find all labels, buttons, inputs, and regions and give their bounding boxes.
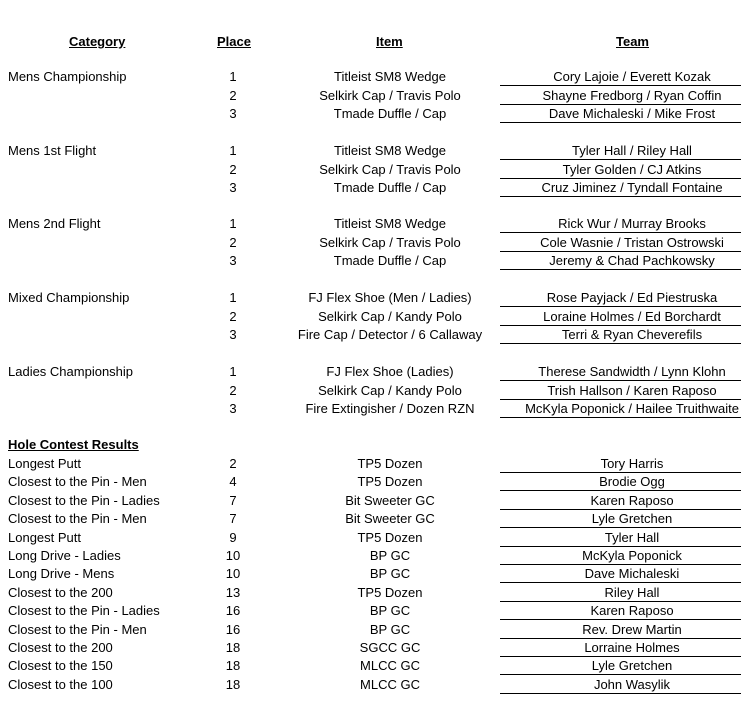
item-cell: TP5 Dozen xyxy=(357,474,423,490)
table-row xyxy=(0,179,741,197)
team-cell: Jeremy & Chad Pachkowsky xyxy=(500,252,741,270)
team-cell: Cole Wasnie / Tristan Ostrowski xyxy=(500,234,741,252)
place-cell: 3 xyxy=(229,253,237,268)
item-cell: SGCC GC xyxy=(359,640,421,655)
item-cell: MLCC GC xyxy=(360,658,420,674)
team-cell: Loraine Holmes / Ed Borchardt xyxy=(500,308,741,326)
table-row xyxy=(0,676,741,694)
winner-cell: Tory Harris xyxy=(500,455,741,473)
header-place: Place xyxy=(217,34,251,49)
item-cell: BP GC xyxy=(369,603,411,619)
place-cell: 2 xyxy=(229,161,237,177)
table-row xyxy=(0,565,741,583)
table-row xyxy=(0,621,741,639)
table-row xyxy=(0,252,741,270)
item-cell: Titleist SM8 Wedge xyxy=(334,143,446,158)
table-row xyxy=(0,363,741,381)
place-cell: 2 xyxy=(229,87,237,103)
table-row xyxy=(0,105,741,123)
item-cell: Fire Extingisher / Dozen RZN xyxy=(305,401,475,416)
team-cell: Tyler Hall / Riley Hall xyxy=(500,142,741,160)
contest-category: Longest Putt xyxy=(8,529,81,545)
winner-cell: Lyle Gretchen xyxy=(500,510,741,528)
team-cell: Rick Wur / Murray Brooks xyxy=(500,215,741,233)
place-cell: 2 xyxy=(229,234,237,250)
header-category: Category xyxy=(69,34,126,49)
place-cell: 2 xyxy=(229,308,237,324)
item-cell: Tmade Duffle / Cap xyxy=(333,253,447,268)
table-row xyxy=(0,473,741,491)
item-cell: FJ Flex Shoe (Men / Ladies) xyxy=(308,290,472,305)
hole-cell: 16 xyxy=(225,621,241,637)
hole-cell: 18 xyxy=(225,640,241,655)
contest-category: Longest Putt xyxy=(8,456,81,471)
table-row xyxy=(0,657,741,675)
team-cell: Rose Payjack / Ed Piestruska xyxy=(500,289,741,307)
contest-category: Closest to the 150 xyxy=(8,658,113,674)
contest-category: Long Drive - Mens xyxy=(8,566,115,582)
category-label: Mens 2nd Flight xyxy=(8,216,101,231)
hole-cell: 7 xyxy=(229,511,237,527)
table-row xyxy=(0,289,741,307)
table-row xyxy=(0,455,741,473)
table-row xyxy=(0,510,741,528)
team-cell: Terri & Ryan Cheverefils xyxy=(500,326,741,344)
place-cell: 3 xyxy=(229,180,237,195)
team-cell: Trish Hallson / Karen Raposo xyxy=(500,382,741,400)
winner-cell: Lyle Gretchen xyxy=(500,657,741,675)
table-row xyxy=(0,602,741,620)
table-row xyxy=(0,400,741,418)
table-row xyxy=(0,142,741,160)
header-team: Team xyxy=(616,34,649,49)
contest-category: Closest to the Pin - Men xyxy=(8,511,147,527)
place-cell: 3 xyxy=(229,327,237,342)
team-cell: McKyla Poponick / Hailee Truithwaite xyxy=(500,400,741,418)
table-row xyxy=(0,547,741,565)
winner-cell: Brodie Ogg xyxy=(500,473,741,491)
place-cell: 2 xyxy=(229,382,237,398)
hole-cell: 10 xyxy=(225,548,241,563)
winner-cell: John Wasylik xyxy=(500,676,741,694)
table-row xyxy=(0,68,741,86)
team-cell: Tyler Golden / CJ Atkins xyxy=(500,161,741,179)
item-cell: Selkirk Cap / Travis Polo xyxy=(319,87,461,103)
hole-cell: 9 xyxy=(229,529,237,545)
contest-category: Closest to the Pin - Men xyxy=(8,474,147,490)
item-cell: MLCC GC xyxy=(360,676,420,692)
category-label: Mens 1st Flight xyxy=(8,143,97,158)
winner-cell: Tyler Hall xyxy=(500,529,741,547)
item-cell: Selkirk Cap / Kandy Polo xyxy=(318,308,462,324)
team-cell: Cory Lajoie / Everett Kozak xyxy=(500,68,741,86)
winner-cell: Karen Raposo xyxy=(500,602,741,620)
winner-cell: Rev. Drew Martin xyxy=(500,621,741,639)
header-item: Item xyxy=(376,34,403,49)
item-cell: Bit Sweeter GC xyxy=(345,511,435,527)
hole-contest-title: Hole Contest Results xyxy=(8,437,139,452)
item-cell: BP GC xyxy=(369,548,411,563)
hole-cell: 18 xyxy=(225,676,241,692)
contest-category: Closest to the Pin - Ladies xyxy=(8,603,160,619)
hole-cell: 7 xyxy=(229,492,237,508)
item-cell: Selkirk Cap / Kandy Polo xyxy=(318,382,462,398)
place-cell: 1 xyxy=(229,69,237,84)
winner-cell: Riley Hall xyxy=(500,584,741,602)
item-cell: Selkirk Cap / Travis Polo xyxy=(319,234,461,250)
item-cell: BP GC xyxy=(369,566,411,582)
item-cell: FJ Flex Shoe (Ladies) xyxy=(326,364,454,379)
table-row xyxy=(0,308,741,326)
place-cell: 3 xyxy=(229,401,237,416)
place-cell: 1 xyxy=(229,364,237,379)
winner-cell: Dave Michaleski xyxy=(500,565,741,583)
table-row xyxy=(0,326,741,344)
item-cell: BP GC xyxy=(369,621,411,637)
item-cell: Tmade Duffle / Cap xyxy=(333,180,447,195)
contest-category: Closest to the Pin - Ladies xyxy=(8,492,160,508)
table-row xyxy=(0,529,741,547)
table-row xyxy=(0,639,741,657)
item-cell: Selkirk Cap / Travis Polo xyxy=(319,161,461,177)
item-cell: Bit Sweeter GC xyxy=(345,492,435,508)
winner-cell: Lorraine Holmes xyxy=(500,639,741,657)
contest-category: Closest to the 100 xyxy=(8,676,113,692)
hole-cell: 16 xyxy=(225,603,241,619)
table-row xyxy=(0,492,741,510)
category-label: Ladies Championship xyxy=(8,364,134,379)
place-cell: 3 xyxy=(229,106,237,121)
category-label: Mixed Championship xyxy=(8,290,130,305)
table-row xyxy=(0,382,741,400)
table-row xyxy=(0,215,741,233)
team-cell: Cruz Jiminez / Tyndall Fontaine xyxy=(500,179,741,197)
hole-cell: 10 xyxy=(225,566,241,582)
table-row xyxy=(0,234,741,252)
item-cell: TP5 Dozen xyxy=(357,456,423,471)
team-cell: Dave Michaleski / Mike Frost xyxy=(500,105,741,123)
table-row xyxy=(0,161,741,179)
winner-cell: McKyla Poponick xyxy=(500,547,741,565)
hole-cell: 2 xyxy=(229,456,237,471)
table-row xyxy=(0,584,741,602)
place-cell: 1 xyxy=(229,216,237,231)
hole-cell: 4 xyxy=(229,474,237,490)
item-cell: Tmade Duffle / Cap xyxy=(333,106,447,121)
hole-cell: 18 xyxy=(225,658,241,674)
item-cell: TP5 Dozen xyxy=(357,529,423,545)
contest-category: Closest to the 200 xyxy=(8,584,113,600)
item-cell: Fire Cap / Detector / 6 Callaway xyxy=(297,327,483,342)
item-cell: Titleist SM8 Wedge xyxy=(334,69,446,84)
winner-cell: Karen Raposo xyxy=(500,492,741,510)
contest-category: Closest to the 200 xyxy=(8,640,113,655)
team-cell: Shayne Fredborg / Ryan Coffin xyxy=(500,87,741,105)
table-row xyxy=(0,87,741,105)
item-cell: Titleist SM8 Wedge xyxy=(334,216,446,231)
place-cell: 1 xyxy=(229,143,237,158)
contest-category: Long Drive - Ladies xyxy=(8,548,121,563)
team-cell: Therese Sandwidth / Lynn Klohn xyxy=(500,363,741,381)
category-label: Mens Championship xyxy=(8,69,127,84)
hole-cell: 13 xyxy=(225,584,241,600)
place-cell: 1 xyxy=(229,290,237,305)
contest-category: Closest to the Pin - Men xyxy=(8,621,147,637)
item-cell: TP5 Dozen xyxy=(357,584,423,600)
